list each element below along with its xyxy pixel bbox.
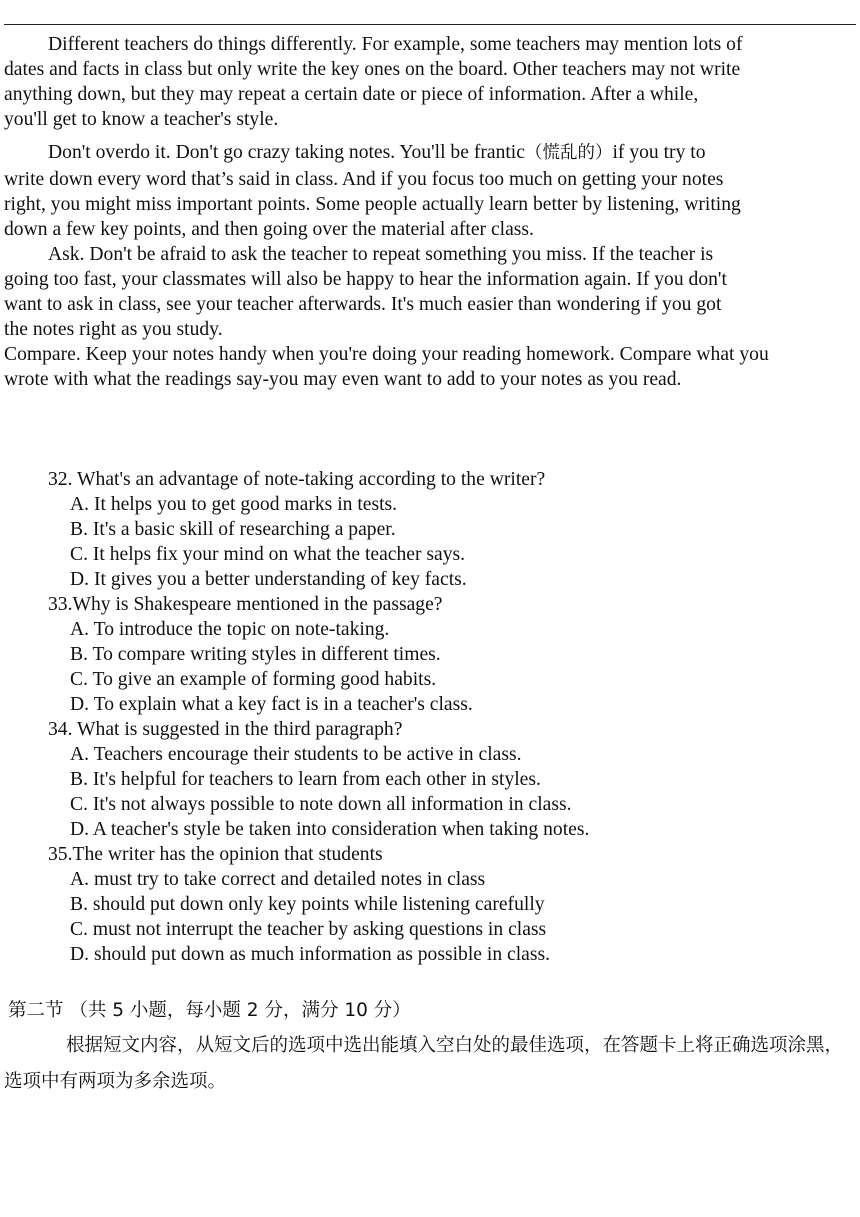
option-c: C. must not interrupt the teacher by asking questions in class [70,919,547,940]
text-line: right, you might miss important points. Some people actually learn better by listening, writing [4,194,741,215]
text-line: you'll get to know a teacher's style. [4,109,279,130]
question-stem: 34. What is suggested in the third paragraph? [48,719,403,740]
question-stem: 32. What's an advantage of note-taking according to the writer? [48,469,546,490]
reading-passage [4,32,854,392]
text-line [4,138,854,168]
option-c: C. To give an example of forming good habits. [70,669,437,690]
text-line: Compare. Keep your notes handy when you're doing your reading homework. Compare what you [4,344,769,365]
question-34 [0,717,860,842]
text-line: down a few key points, and then going over the material after class. [4,219,534,240]
option-a: A. Teachers encourage their students to be active in class. [70,744,522,765]
paragraph-3 [4,242,854,342]
section-instruction: 根据短文内容，从短文后的选项中选出能填入空白处的最佳选项，在答题卡上将正确选项涂黑，选项中有两项为多余选项。 [4,1035,844,1092]
question-stem: 33.Why is Shakespeare mentioned in the passage? [48,594,443,615]
section-2 [4,996,853,1100]
gloss-text: （慌乱的） [524,143,613,163]
text-line: the notes right as you study. [4,319,223,340]
option-c: C. It's not always possible to note down all information in class. [70,794,572,815]
paragraph-2 [4,138,854,242]
text-line: want to ask in class, see your teacher afterwards. It's much easier than wondering if you got [4,294,722,315]
text-line: Ask. Don't be afraid to ask the teacher to repeat something you miss. If the teacher is [48,244,714,265]
question-list [0,467,860,967]
question-stem: 35.The writer has the opinion that students [48,844,383,865]
section-title: 第二节 （共 5 小题，每小题 2 分，满分 10 分） [8,1000,411,1021]
text-line: dates and facts in class but only write the key ones on the board. Other teachers may not write [4,59,741,80]
question-35 [0,842,860,967]
text-line: write down every word that’s said in class. And if you focus too much on getting your notes [4,169,724,190]
top-rule [4,24,856,25]
question-33 [0,592,860,717]
question-32 [0,467,860,592]
text-line: Different teachers do things differently. For example, some teachers may mention lots of [48,34,743,55]
text-segment: if you try to [612,142,706,163]
option-d: D. To explain what a key fact is in a teacher's class. [70,694,473,715]
option-b: B. should put down only key points while listening carefully [70,894,545,915]
option-a: A. It helps you to get good marks in tests. [70,494,398,515]
paragraph-4 [4,342,854,392]
option-b: B. It's a basic skill of researching a paper. [70,519,396,540]
option-a: A. To introduce the topic on note-taking. [70,619,390,640]
option-d: D. It gives you a better understanding of key facts. [70,569,467,590]
option-d: D. A teacher's style be taken into consideration when taking notes. [70,819,590,840]
paragraph-1 [4,32,854,132]
text-line: going too fast, your classmates will also be happy to hear the information again. If you don't [4,269,727,290]
text-segment: Don't overdo it. Don't go crazy taking notes. You'll be frantic [48,142,525,163]
option-c: C. It helps fix your mind on what the teacher says. [70,544,466,565]
option-b: B. To compare writing styles in different times. [70,644,441,665]
option-b: B. It's helpful for teachers to learn from each other in styles. [70,769,541,790]
text-line: wrote with what the readings say-you may even want to add to your notes as you read. [4,369,682,390]
option-a: A. must try to take correct and detailed notes in class [70,869,486,890]
option-d: D. should put down as much information as possible in class. [70,944,550,965]
text-line: anything down, but they may repeat a certain date or piece of information. After a while, [4,84,699,105]
